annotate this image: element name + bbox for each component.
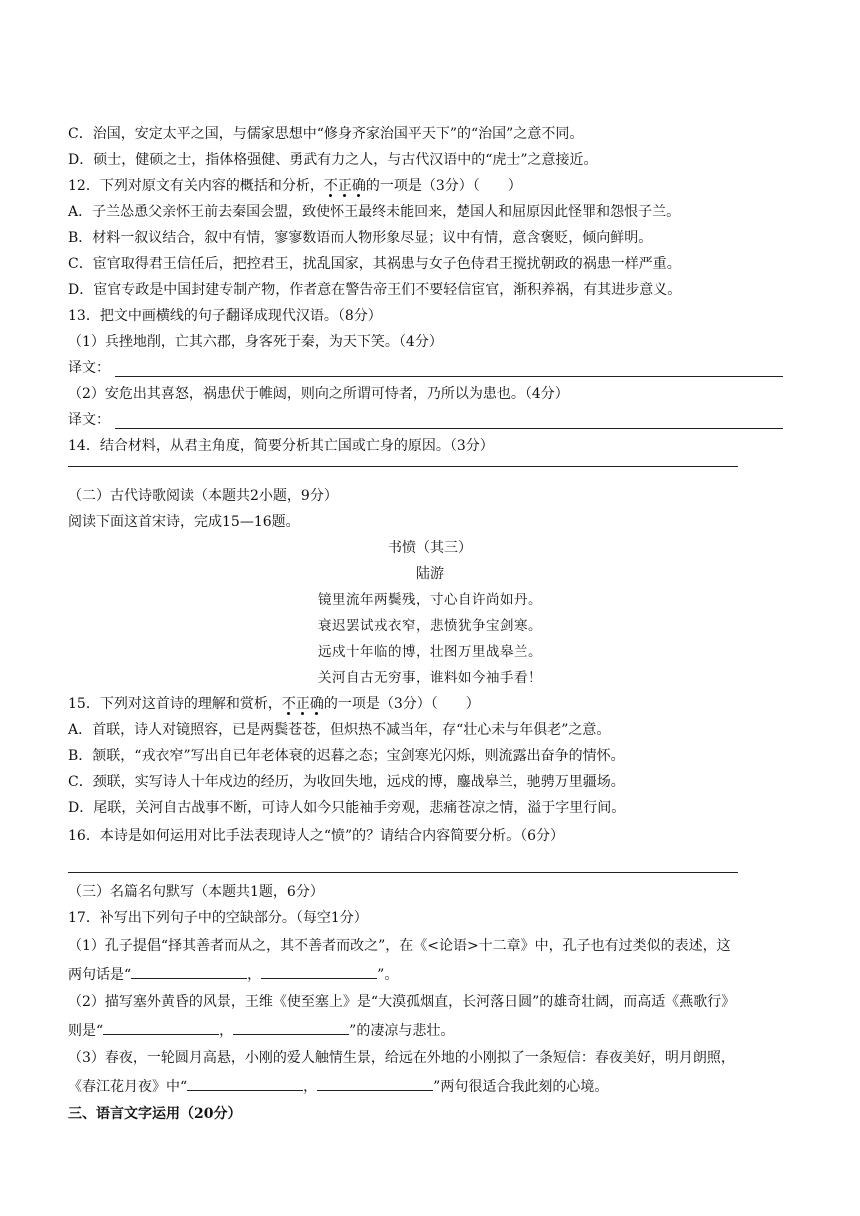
question-12	[68, 176, 522, 196]
question-16: 16．本诗是如何运用对比手法表现诗人之“愤”的？请结合内容简要分析。（6分）	[68, 828, 565, 844]
question-13-part-2: （2）安危出其喜怒，祸患伏于帷闼，则向之所谓可恃者，乃所以为患也。（4分）	[68, 386, 569, 402]
emphasis-char: 确	[309, 696, 324, 712]
question-17: 17．补写出下列句子中的空缺部分。（每空1分）	[68, 910, 368, 926]
question-17-part-3-blanks	[68, 1076, 608, 1096]
translation-label-1: 译文：	[68, 360, 110, 376]
question-15-stem: 15．下列对这首诗的理解和赏析，	[68, 696, 282, 712]
question-12-emphasis	[324, 178, 366, 194]
section-dictation-heading: （三）名篇名句默写（本题共1题，6分）	[68, 884, 324, 900]
question-13: 13．把文中画横线的句子翻译成现代汉语。（8分）	[68, 308, 382, 324]
question-12-tail: 的一项是（3分）（ ）	[365, 178, 522, 194]
translation-answer-line-2[interactable]	[115, 428, 783, 429]
dictation-blank-4[interactable]	[233, 1020, 349, 1035]
poem-verse-1: 镜里流年两鬓残，寸心自许尚如丹。	[318, 592, 542, 608]
blank-separator-2: ，	[219, 1023, 234, 1039]
blank-separator-3: ，	[303, 1079, 318, 1095]
poem-author: 陆游	[416, 566, 444, 582]
translation-answer-line-1[interactable]	[115, 376, 783, 377]
blank-prefix-3: 《春江花月夜》中“	[68, 1079, 188, 1095]
question-15-tail: 的一项是（3分）（ ）	[323, 696, 480, 712]
option-c-q15: C．颈联，实写诗人十年戍边的经历，为收回失地，远戍的博，鏖战皋兰，驰骋万里疆场。	[68, 774, 625, 790]
question-16-answer-line[interactable]	[68, 872, 738, 873]
question-17-part-2-blanks	[68, 1020, 454, 1040]
emphasis-char: 正	[295, 696, 310, 712]
dictation-blank-5[interactable]	[187, 1076, 303, 1091]
dictation-blank-2[interactable]	[261, 964, 377, 979]
emphasis-char: 确	[351, 178, 366, 194]
emphasis-char: 不	[323, 178, 338, 194]
blank-suffix-1: ”。	[377, 967, 399, 983]
question-14-answer-line[interactable]	[68, 466, 738, 467]
dictation-blank-3[interactable]	[103, 1020, 219, 1035]
question-14: 14．结合材料，从君主角度，简要分析其亡国或亡身的原因。（3分）	[68, 438, 494, 454]
emphasis-char: 正	[337, 178, 352, 194]
option-a-q15: A．首联，诗人对镜照容，已是两鬓苍苍，但炽热不减当年，存“壮心未与年俱老”之意。	[68, 722, 611, 738]
option-b-q15: B．颔联，“戎衣窄”写出自已年老体衰的迟暮之态；宝剑寒光闪烁，则流露出奋争的情怀。	[68, 748, 625, 764]
poetry-instruction: 阅读下面这首宋诗，完成15—16题。	[68, 514, 300, 530]
poem-title: 书愤（其三）	[388, 540, 472, 556]
question-15	[68, 694, 480, 714]
dictation-blank-1[interactable]	[131, 964, 247, 979]
option-d-q12: D．宦官专政是中国封建专制产物，作者意在警告帝王们不要轻信宦官，渐积养祸，有其进步意义。	[68, 282, 682, 298]
emphasis-char: 不	[281, 696, 296, 712]
blank-suffix-2: ”的凄凉与悲壮。	[349, 1023, 455, 1039]
question-17-part-1: （1）孔子提倡“择其善者而从之，其不善者而改之”，在《<论语>十二章》中，孔子也有过类似的表述，这	[68, 938, 731, 954]
poem-verse-4: 关河自古无穷事，谁料如今袖手看！	[318, 670, 542, 686]
blank-separator-1: ，	[247, 967, 262, 983]
option-a-q12: A．子兰怂恿父亲怀王前去秦国会盟，致使怀王最终未能回来，楚国人和屈原因此怪罪和怨恨子兰。	[68, 204, 681, 220]
question-17-part-1-blanks	[68, 964, 398, 984]
section-poetry-heading: （二）古代诗歌阅读（本题共2小题，9分）	[68, 488, 338, 504]
option-b-q12: B．材料一叙议结合，叙中有情，寥寥数语而人物形象尽显；议中有情，意含褒贬，倾向鲜明。	[68, 230, 653, 246]
question-12-stem: 12．下列对原文有关内容的概括和分析，	[68, 178, 324, 194]
question-17-part-2: （2）描写塞外黄昏的风景，王维《使至塞上》是“大漠孤烟直，长河落日圆”的雄奇壮阔，而高适《燕歌行》	[68, 994, 736, 1010]
section-language-heading: 三、语言文字运用（20分）	[68, 1106, 242, 1122]
poem-verse-2: 衰迟罢试戎衣窄，悲愤犹争宝剑寒。	[318, 618, 542, 634]
option-d-q11: D．硕士，健硕之士，指体格强健、勇武有力之人，与古代汉语中的“虎士”之意接近。	[68, 152, 598, 168]
option-c-q12: C．宦官取得君王信任后，把控君王，扰乱国家，其祸患与女子色侍君王搅扰朝政的祸患一样严重。	[68, 256, 681, 272]
question-15-emphasis	[282, 696, 324, 712]
blank-prefix-1: 两句话是“	[68, 967, 132, 983]
translation-label-2: 译文：	[68, 412, 110, 428]
poem-verse-3: 远戍十年临的博，壮图万里战皋兰。	[318, 644, 542, 660]
dictation-blank-6[interactable]	[317, 1076, 433, 1091]
option-c-q11: C．治国，安定太平之国，与儒家思想中“修身齐家治国平天下”的“治国”之意不同。	[68, 126, 584, 142]
question-17-part-3: （3）春夜，一轮圆月高悬，小刚的爱人触情生景，给远在外地的小刚拟了一条短信：春夜美好，明月朗照，	[68, 1050, 735, 1066]
blank-suffix-3: ”两句很适合我此刻的心境。	[433, 1079, 609, 1095]
option-d-q15: D．尾联，关河自古战事不断，可诗人如今只能袖手旁观，悲痛苍凉之情，溢于字里行间。	[68, 800, 626, 816]
blank-prefix-2: 则是“	[68, 1023, 104, 1039]
question-13-part-1: （1）兵挫地削，亡其六郡，身客死于秦，为天下笑。（4分）	[68, 334, 443, 350]
